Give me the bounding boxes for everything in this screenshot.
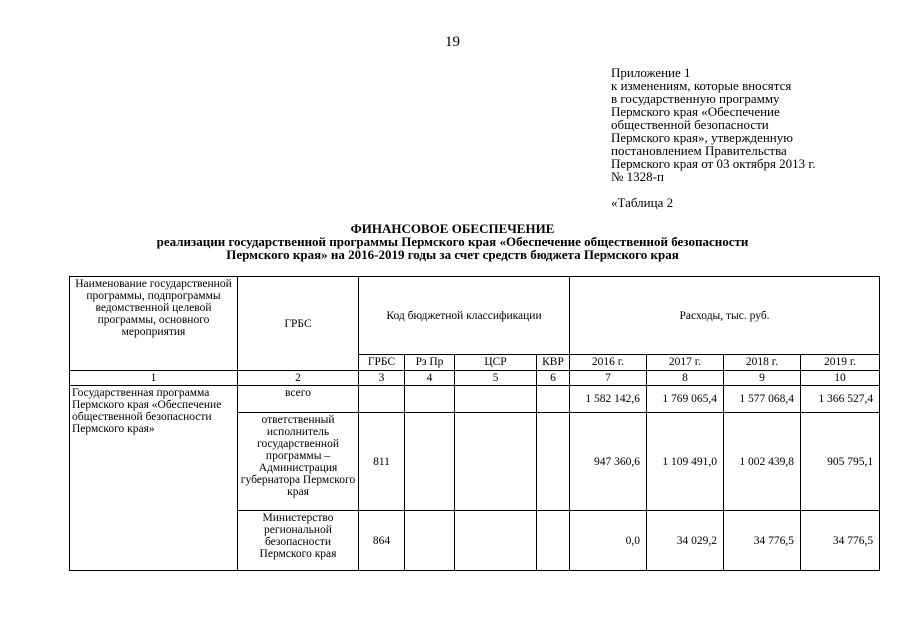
column-number: 6: [537, 371, 570, 386]
grbs-name: ответственный исполнитель государственной программы – Администрация губернатора Пермского края: [238, 413, 359, 511]
csr-code: [455, 511, 537, 571]
column-number: 7: [570, 371, 647, 386]
page-number: 19: [445, 34, 460, 50]
appendix-line: общественной безопасности: [611, 117, 769, 132]
csr-code: [455, 413, 537, 511]
column-number: 1: [70, 371, 238, 386]
header-row: [70, 277, 880, 355]
header-budget-code: Код бюджетной классификации: [359, 277, 570, 355]
subtitle-line: Пермского края» на 2016-2019 годы за счет средств бюджета Пермского края: [226, 247, 679, 262]
expense-2018: 34 776,5: [724, 511, 801, 571]
expense-2016: 947 360,6: [570, 413, 647, 511]
subheader-2017: 2017 г.: [647, 355, 724, 371]
expense-2018: 1 002 439,8: [724, 413, 801, 511]
column-number: 10: [801, 371, 880, 386]
header-grbs: ГРБС: [238, 277, 359, 371]
kvr-code: [537, 413, 570, 511]
grbs-name: всего: [238, 386, 359, 413]
column-number: 9: [724, 371, 801, 386]
table-label: «Таблица 2: [611, 195, 674, 210]
expense-2016: 1 582 142,6: [570, 386, 647, 413]
column-number: 3: [359, 371, 405, 386]
appendix-line: № 1328-п: [611, 169, 664, 184]
title: ФИНАНСОВОЕ ОБЕСПЕЧЕНИЕ: [350, 221, 555, 236]
kvr-code: [537, 511, 570, 571]
appendix-line: Приложение 1: [611, 65, 691, 80]
expense-2019: 34 776,5: [801, 511, 880, 571]
grbs-code: 811: [359, 413, 405, 511]
subheader-2019: 2019 г.: [801, 355, 880, 371]
expense-2019: 905 795,1: [801, 413, 880, 511]
rzpr-code: [405, 413, 455, 511]
appendix-line: Пермского края», утвержденную: [611, 130, 793, 145]
kvr-code: [537, 386, 570, 413]
rzpr-code: [405, 386, 455, 413]
grbs-code: 864: [359, 511, 405, 571]
column-number: 4: [405, 371, 455, 386]
subtitle-line: реализации государственной программы Пермского края «Обеспечение общественной безопасности: [156, 234, 749, 249]
appendix-line: в государственную программу: [611, 91, 780, 106]
expense-2018: 1 577 068,4: [724, 386, 801, 413]
appendix-line: к изменениям, которые вносятся: [611, 78, 792, 93]
appendix-line: Пермского края «Обеспечение: [611, 104, 780, 119]
subheader-csr: ЦСР: [455, 355, 537, 371]
financing-table: [69, 276, 880, 571]
column-number: 5: [455, 371, 537, 386]
expense-2017: 1 769 065,4: [647, 386, 724, 413]
column-number: 2: [238, 371, 359, 386]
expense-2017: 34 029,2: [647, 511, 724, 571]
subheader-grbs: ГРБС: [359, 355, 405, 371]
grbs-code: [359, 386, 405, 413]
expense-2017: 1 109 491,0: [647, 413, 724, 511]
rzpr-code: [405, 511, 455, 571]
appendix-note: [611, 66, 816, 183]
column-number-row: [70, 371, 880, 386]
appendix-line: постановлением Правительства: [611, 143, 787, 158]
subheader-kvr: КВР: [537, 355, 570, 371]
expense-2019: 1 366 527,4: [801, 386, 880, 413]
document-title: [0, 222, 905, 261]
subheader-2016: 2016 г.: [570, 355, 647, 371]
csr-code: [455, 386, 537, 413]
column-number: 8: [647, 371, 724, 386]
subheader-rzpr: Рз Пр: [405, 355, 455, 371]
table-row: [70, 386, 880, 413]
program-name: Государственная программа Пермского края «Обеспечение общественной безопасности Пермского края»: [70, 386, 238, 571]
subheader-2018: 2018 г.: [724, 355, 801, 371]
expense-2016: 0,0: [570, 511, 647, 571]
header-expenses: Расходы, тыс. руб.: [570, 277, 880, 355]
appendix-line: Пермского края от 03 октября 2013 г.: [611, 156, 816, 171]
header-name: Наименование государственной программы, подпрограммы ведомственной целевой программы, основного мероприятия: [70, 277, 238, 371]
grbs-name: Министерство региональной безопасности Пермского края: [238, 511, 359, 571]
